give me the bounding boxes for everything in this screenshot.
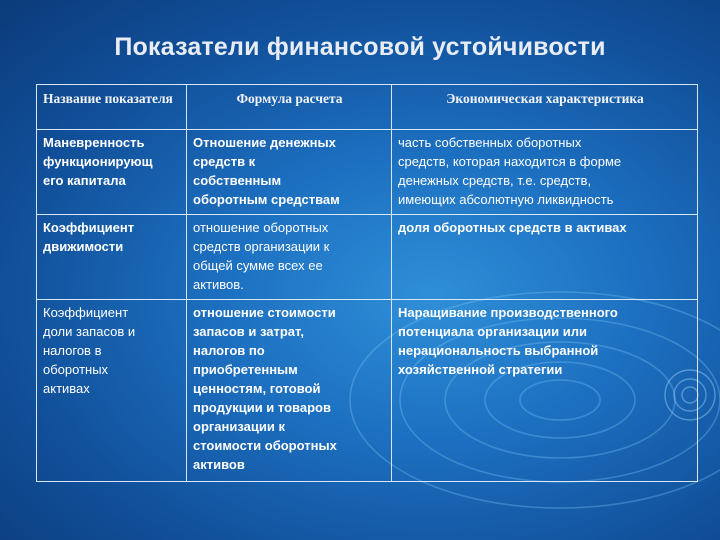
table-row — [37, 300, 698, 482]
row-name-cell: Коэффициент доли запасов и налогов в оборотных активах — [37, 300, 187, 482]
header-formula: Формула расчета — [187, 85, 392, 130]
row-formula-cell: отношение стоимости запасов и затрат, налогов по приобретенным ценностям, готовой продукции и товаров организации к стоимости оборотных активов — [187, 300, 392, 482]
header-characteristic: Экономическая характеристика — [392, 85, 698, 130]
row-characteristic-cell: доля оборотных средств в активах — [392, 215, 698, 300]
header-name: Название показателя — [37, 85, 187, 130]
table-row — [37, 215, 698, 300]
slide-title: Показатели финансовой устойчивости — [114, 33, 606, 61]
row-name-cell: Маневренность функционирующ его капитала — [37, 130, 187, 215]
row-name-cell: Коэффициент движимости — [37, 215, 187, 300]
row-characteristic-cell: Наращивание производственного потенциала организации или нерациональность выбранной хозяйственной стратегии — [392, 300, 698, 482]
table-row — [37, 130, 698, 215]
row-formula-cell: отношение оборотных средств организации к общей сумме всех ее активов. — [187, 215, 392, 300]
row-characteristic-cell: часть собственных оборотных средств, которая находится в форме денежных средств, т.е. средств, имеющих абсолютную ликвидность — [392, 130, 698, 215]
table-header-row — [37, 85, 698, 130]
financial-stability-table — [36, 84, 698, 482]
row-formula-cell: Отношение денежных средств к собственным оборотным средствам — [187, 130, 392, 215]
